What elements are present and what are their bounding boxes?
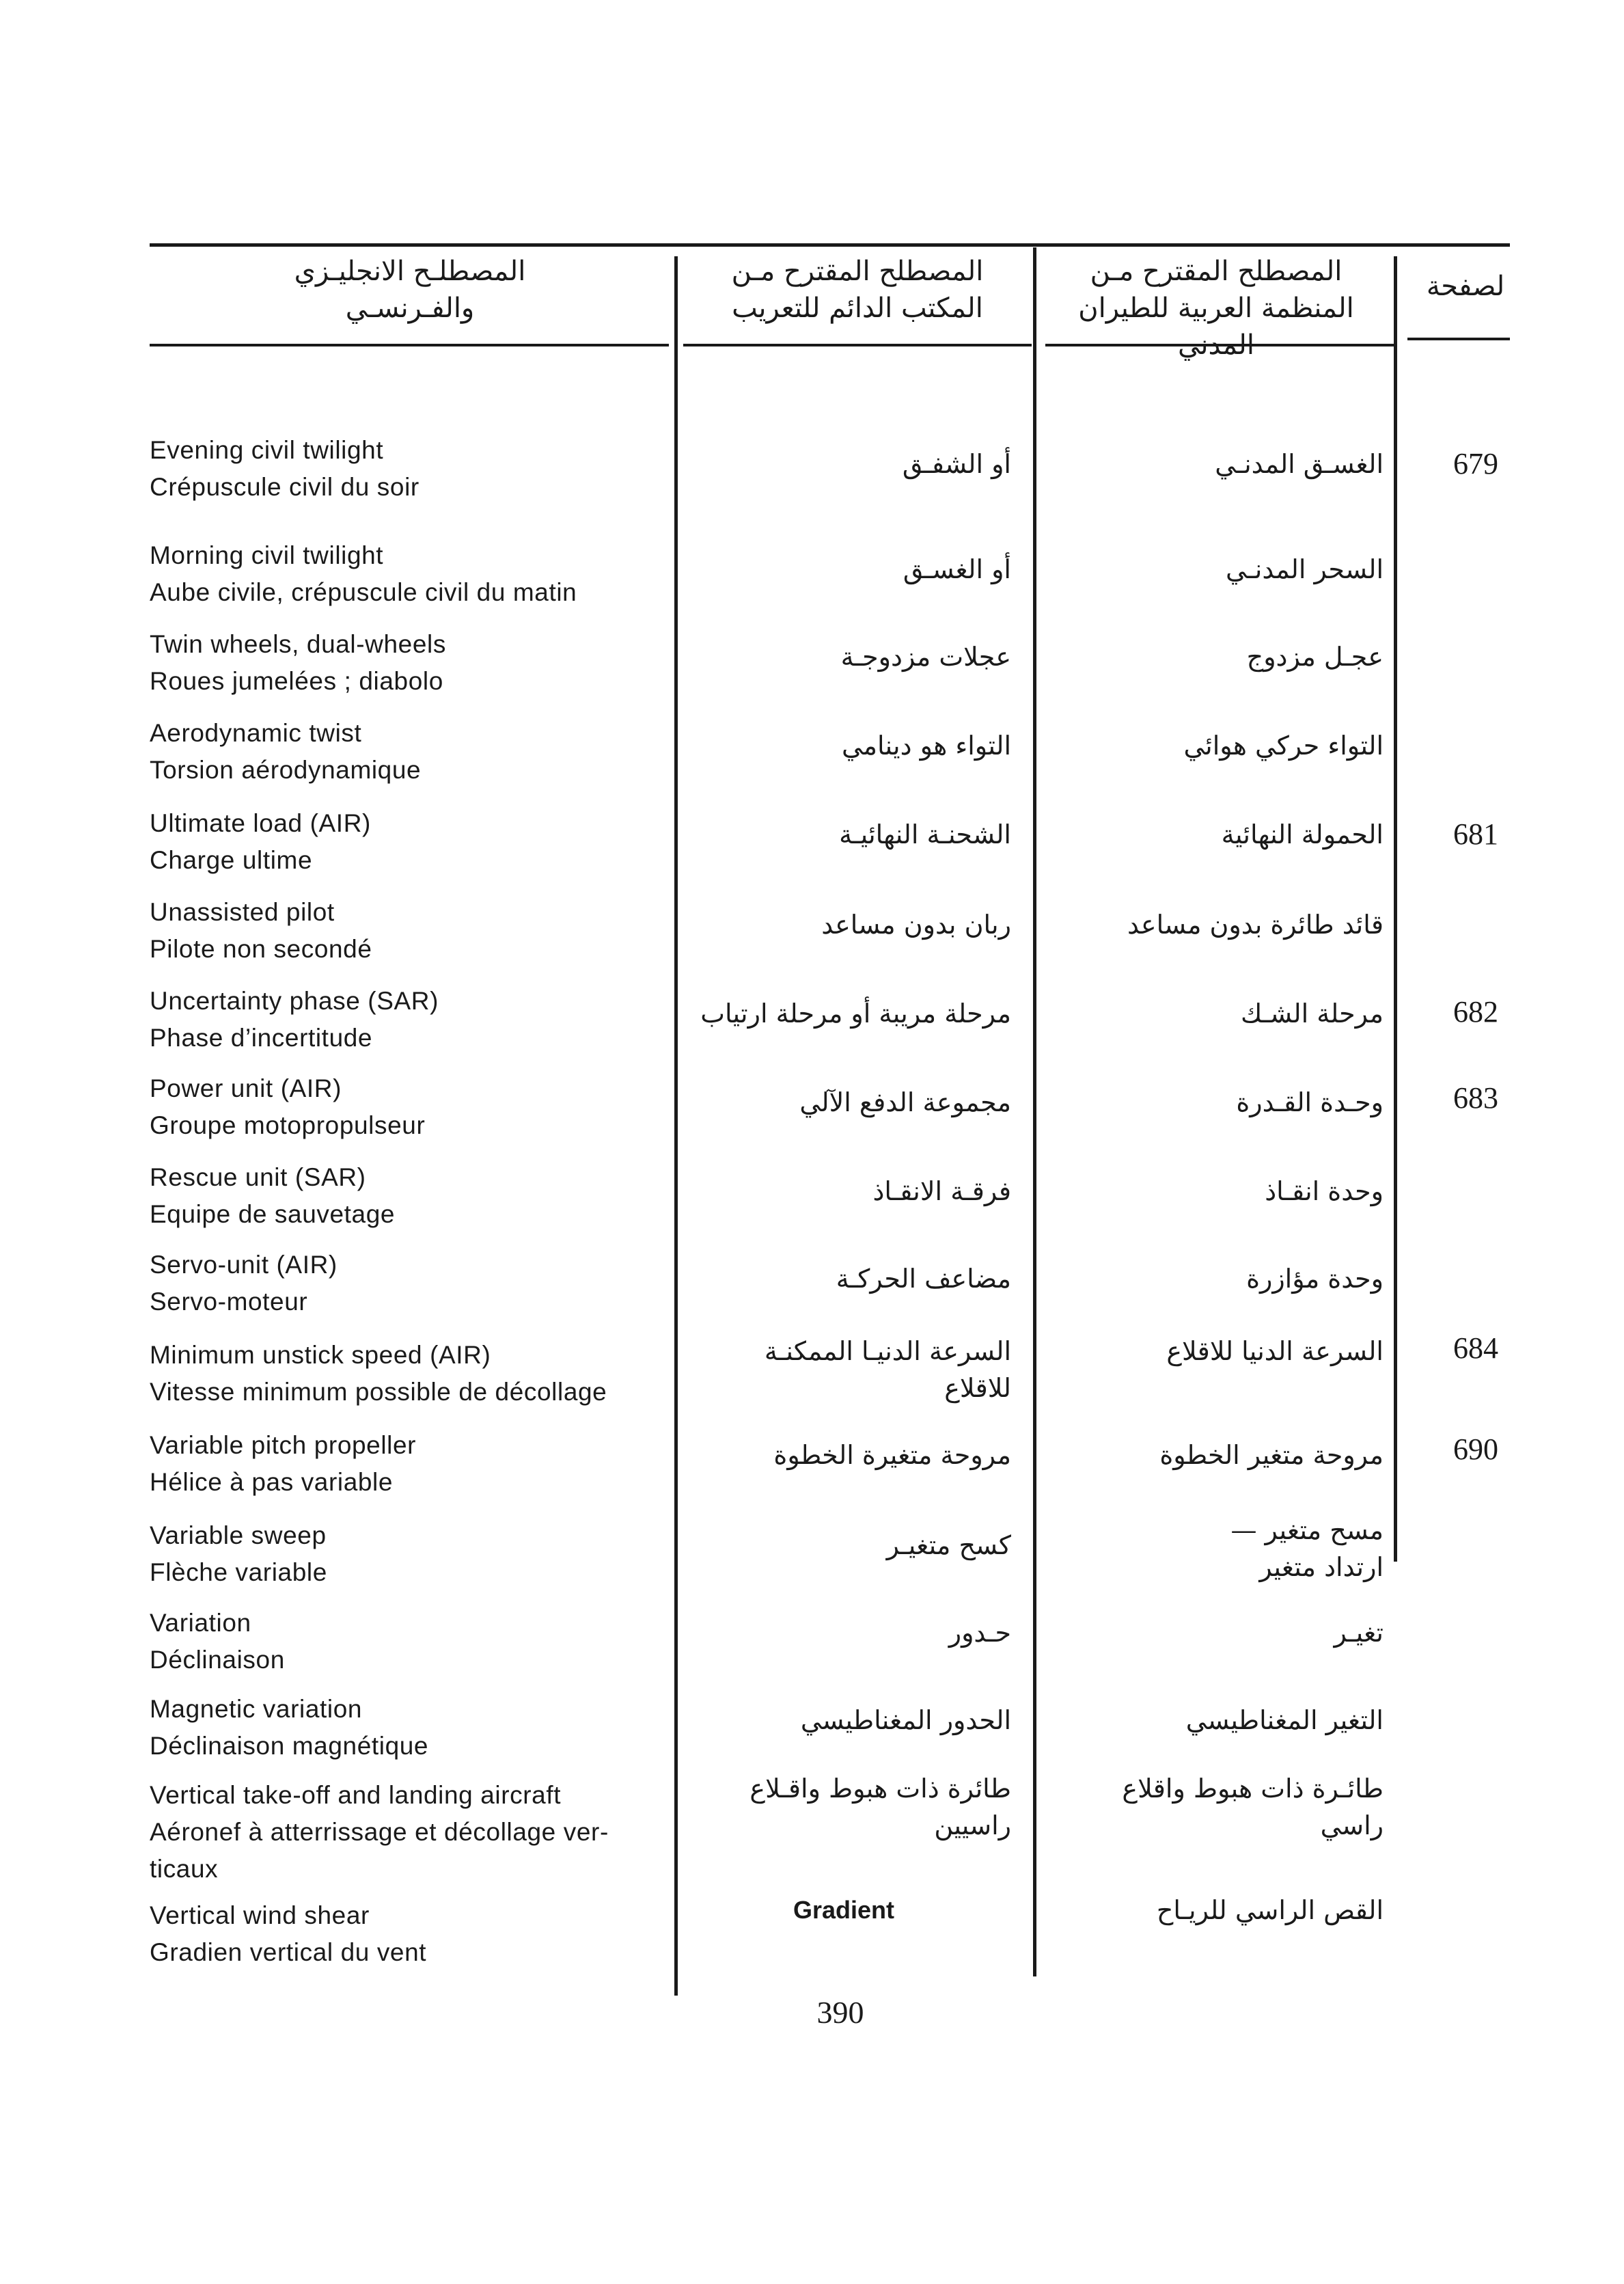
term-english-french xyxy=(150,1070,669,1144)
term-english: Unassisted pilot xyxy=(150,898,335,926)
term-aviation: مرحلة الشـك xyxy=(1240,998,1384,1029)
term-office-line: السرعة الدنيـا الممكنـة xyxy=(764,1336,1011,1366)
term-office: فرقـة الانقـاذ xyxy=(872,1176,1011,1206)
header-line: المكتب الدائم للتعريب xyxy=(732,293,983,324)
term-aviation: السرعة الدنيا للاقلاع xyxy=(1166,1336,1384,1366)
term-english-french xyxy=(150,1691,669,1765)
term-french: Déclinaison xyxy=(150,1646,285,1674)
term-english-french xyxy=(150,626,669,700)
header-aviation xyxy=(1042,253,1390,364)
term-english-french xyxy=(150,432,669,506)
term-english-french xyxy=(150,1337,669,1411)
term-aviation-line: راسي xyxy=(1320,1810,1384,1840)
term-office: ربان بدون مساعد xyxy=(821,910,1011,940)
term-french: Charge ultime xyxy=(150,846,313,874)
term-english: Variable pitch propeller xyxy=(150,1431,417,1459)
term-english: Uncertainty phase (SAR) xyxy=(150,987,439,1015)
term-english: Evening civil twilight xyxy=(150,436,384,464)
term-french: Gradien vertical du vent xyxy=(150,1938,427,1966)
term-french: Torsion aérodynamique xyxy=(150,756,422,784)
page-ref: 681 xyxy=(1453,817,1498,851)
term-aviation-line: ارتداد متغير xyxy=(1259,1552,1384,1582)
term-english-french xyxy=(150,1517,669,1591)
header-english-french xyxy=(205,253,615,327)
term-office: كسح متغيـر xyxy=(886,1530,1011,1560)
term-aviation: السحر المدنـي xyxy=(1225,554,1384,584)
term-aviation: الغسـق المدنـي xyxy=(1215,449,1384,479)
term-office: حـدور xyxy=(948,1618,1011,1648)
term-english-french xyxy=(150,715,669,789)
page-ref: 679 xyxy=(1453,447,1498,480)
term-aviation: القص الراسي للريـاح xyxy=(1156,1895,1384,1925)
term-french: Phase d’incertitude xyxy=(150,1024,373,1052)
term-aviation: قائد طائرة بدون مساعد xyxy=(1127,910,1384,940)
term-aviation: تغيـر xyxy=(1334,1618,1384,1648)
page-ref: 682 xyxy=(1453,995,1498,1029)
term-office: Gradient xyxy=(793,1896,895,1924)
term-english-french xyxy=(150,1777,669,1888)
term-english-french xyxy=(150,1897,669,1971)
term-english-french xyxy=(150,1427,669,1501)
term-office: التواء هو دينامي xyxy=(841,731,1011,761)
term-office xyxy=(676,1770,1011,1844)
term-office: مجموعة الدفع الآلي xyxy=(799,1087,1011,1117)
term-office: مضاعف الحركـة xyxy=(836,1264,1011,1294)
term-french: Aube civile, crépuscule civil du matin xyxy=(150,578,577,606)
header-line: المنظمة العربية للطيران المدني xyxy=(1078,293,1354,361)
page-ref: 690 xyxy=(1453,1432,1498,1466)
header-line: المصطلـح الانجليـزي xyxy=(294,256,526,287)
term-french: Aéronef à atterrissage et décollage ver- xyxy=(150,1818,609,1846)
term-office-line: للاقلاع xyxy=(944,1373,1011,1403)
header-line: والفـرنسـي xyxy=(345,293,475,324)
term-office: مروحة متغيرة الخطوة xyxy=(773,1440,1011,1470)
column-divider xyxy=(1394,256,1397,1562)
term-french: Pilote non secondé xyxy=(150,935,372,963)
term-english: Power unit (AIR) xyxy=(150,1074,342,1102)
term-french: Servo-moteur xyxy=(150,1288,308,1316)
page-ref: 683 xyxy=(1453,1081,1498,1115)
term-office: الشحنـة النهائيـة xyxy=(839,819,1011,849)
term-french: Roues jumelées ; diabolo xyxy=(150,667,443,695)
term-english: Morning civil twilight xyxy=(150,541,384,569)
term-english-french xyxy=(150,1605,669,1678)
term-office-line: راسيين xyxy=(934,1810,1011,1840)
term-french: Flèche variable xyxy=(150,1558,327,1586)
term-english: Variation xyxy=(150,1609,251,1637)
term-aviation: التغير المغناطيسي xyxy=(1185,1705,1384,1735)
page-number: 390 xyxy=(816,1995,864,2030)
term-office: أو الغسـق xyxy=(903,554,1011,584)
term-aviation-line: طائـرة ذات هبوط واقلاع xyxy=(1122,1773,1384,1804)
term-english-french xyxy=(150,983,669,1057)
term-french: Hélice à pas variable xyxy=(150,1468,394,1496)
header-top-rule xyxy=(150,243,1510,247)
term-french: Vitesse minimum possible de décollage xyxy=(150,1378,607,1406)
term-english: Ultimate load (AIR) xyxy=(150,809,371,837)
term-english: Vertical take-off and landing aircraft xyxy=(150,1781,562,1809)
term-english-french xyxy=(150,1159,669,1233)
term-aviation: الحمولة النهائية xyxy=(1221,819,1384,849)
term-office: أو الشفـق xyxy=(902,449,1011,479)
term-english-french xyxy=(150,894,669,968)
term-office xyxy=(676,1333,1011,1406)
term-french-continued: ticaux xyxy=(150,1855,219,1883)
term-english: Magnetic variation xyxy=(150,1695,363,1723)
header-line: المصطلح المقترح مـن xyxy=(731,256,984,287)
term-english-french xyxy=(150,537,669,611)
term-office: الحدور المغناطيسي xyxy=(800,1705,1011,1735)
term-french: Déclinaison magnétique xyxy=(150,1732,429,1760)
term-aviation: التواء حركي هوائي xyxy=(1183,731,1384,761)
term-office: مرحلة مريبة أو مرحلة ارتياب xyxy=(700,998,1011,1029)
column-divider xyxy=(1033,247,1036,1976)
header-bottom-rule xyxy=(1407,338,1510,340)
term-english: Vertical wind shear xyxy=(150,1901,370,1929)
term-aviation: وحـدة القـدرة xyxy=(1236,1087,1384,1117)
term-aviation: وحدة مؤازرة xyxy=(1246,1264,1384,1294)
term-english: Rescue unit (SAR) xyxy=(150,1163,366,1191)
term-english-french xyxy=(150,805,669,879)
term-french: Crépuscule civil du soir xyxy=(150,473,419,501)
term-english: Aerodynamic twist xyxy=(150,719,362,747)
term-english-french xyxy=(150,1247,669,1320)
header-office xyxy=(690,253,1025,327)
header-line: لصفحة xyxy=(1426,271,1505,302)
page-ref: 684 xyxy=(1453,1331,1498,1365)
term-aviation: عجـل مزدوج xyxy=(1246,642,1384,672)
header-line: المصطلح المقترح مـن xyxy=(1090,256,1343,287)
term-office: عجلات مزدوجـة xyxy=(840,642,1011,672)
term-french: Equipe de sauvetage xyxy=(150,1200,396,1228)
header-bottom-rule xyxy=(150,344,669,346)
term-english: Twin wheels, dual-wheels xyxy=(150,630,446,658)
term-english: Minimum unstick speed (AIR) xyxy=(150,1341,491,1369)
term-aviation: وحدة انقـاذ xyxy=(1265,1176,1384,1206)
term-french: Groupe motopropulseur xyxy=(150,1111,426,1139)
term-english: Variable sweep xyxy=(150,1521,327,1549)
header-page xyxy=(1414,268,1517,305)
term-aviation: مروحة متغير الخطوة xyxy=(1159,1440,1384,1470)
term-aviation xyxy=(1045,1512,1384,1586)
term-office-line: طائرة ذات هبوط واقـلاع xyxy=(749,1773,1011,1804)
term-aviation xyxy=(1045,1770,1384,1844)
header-bottom-rule xyxy=(683,344,1032,346)
term-english: Servo-unit (AIR) xyxy=(150,1251,338,1279)
term-aviation-line: مسح متغير — xyxy=(1230,1515,1384,1545)
